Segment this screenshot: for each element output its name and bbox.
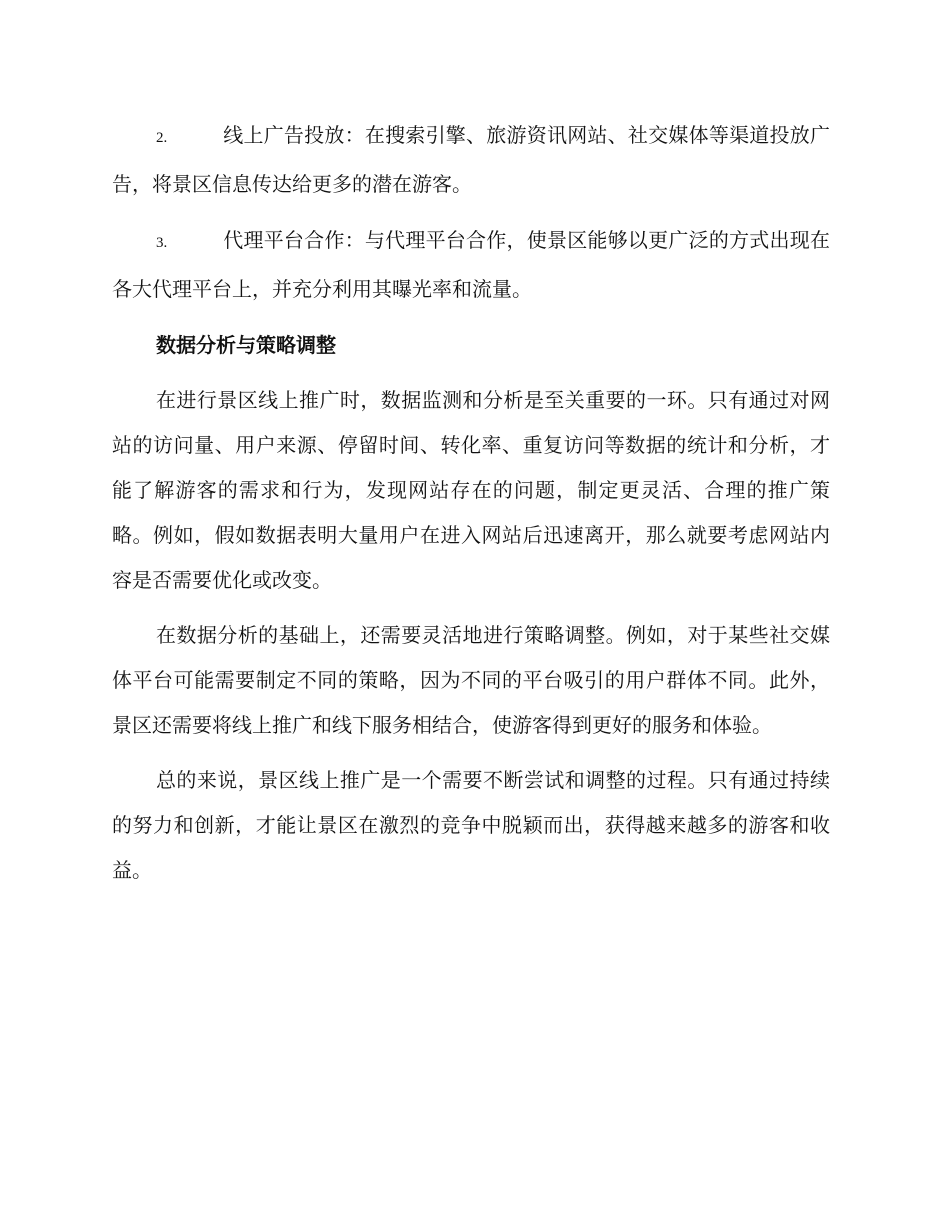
list-item-online-ads — [112, 112, 830, 207]
list-item-text: 代理平台合作：与代理平台合作，使景区能够以更广泛的方式出现在各大代理平台上，并充分利用其曝光率和流量。 — [112, 228, 830, 301]
list-number: 3. — [156, 235, 168, 251]
paragraph-strategy-adjustment: 在数据分析的基础上，还需要灵活地进行策略调整。例如，对于某些社交媒体平台可能需要制定不同的策略，因为不同的平台吸引的用户群体不同。此外，景区还需要将线上推广和线下服务相结合，使游客得到更好的服务和体验。 — [112, 623, 830, 737]
list-number: 2. — [156, 130, 168, 146]
paragraph-conclusion: 总的来说，景区线上推广是一个需要不断尝试和调整的过程。只有通过持续的努力和创新，才能让景区在激烈的竞争中脱颖而出，获得越来越多的游客和收益。 — [112, 768, 830, 882]
section-heading: 数据分析与策略调整 — [156, 333, 336, 357]
list-item-text: 线上广告投放：在搜索引擎、旅游资讯网站、社交媒体等渠道投放广告，将景区信息传达给更多的潜在游客。 — [112, 123, 830, 196]
paragraph-data-monitoring: 在进行景区线上推广时，数据监测和分析是至关重要的一环。只有通过对网站的访问量、用户来源、停留时间、转化率、重复访问等数据的统计和分析，才能了解游客的需求和行为，发现网站存在的问题，制定更灵活、合理的推广策略。例如，假如数据表明大量用户在进入网站后迅速离开，那么就要考虑网站内容是否需要优化或改变。 — [112, 388, 830, 592]
list-item-agency-platform — [112, 217, 830, 312]
